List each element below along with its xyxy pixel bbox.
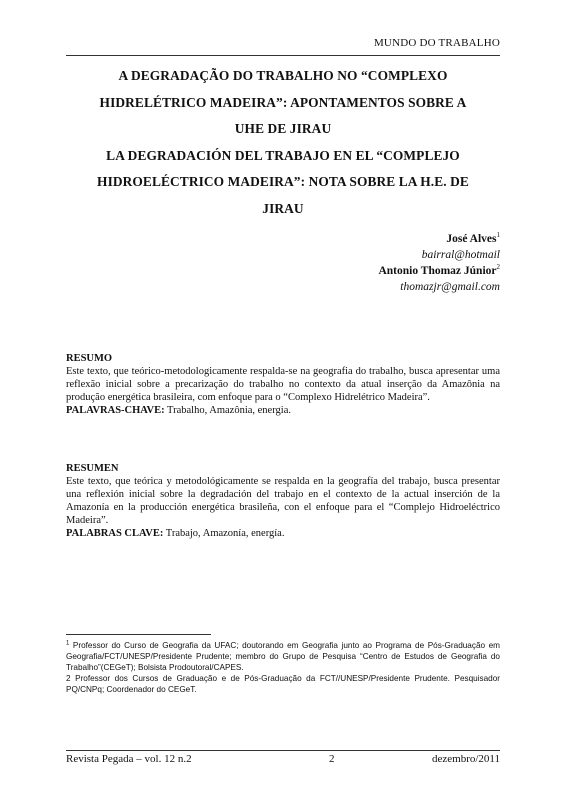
footnote-text: Professor do Curso de Geografia da UFAC; doutorando em Geografia junto ao Programa de Pós-Graduação em Geografia/FCT/UNESP/Presidente Prudente; membro do Grupo de Pesquisa “Centro de Estudos de Geografia do Trabalho”(CEGeT); Bolsista Prodoutoral/CAPES. [66,641,500,672]
title-line: UHE DE JIRAU [234,121,332,136]
running-head: MUNDO DO TRABALHO [373,37,500,49]
footnote-1 [66,640,500,673]
author-2 [378,263,500,279]
author-email: bairral@hotmail [421,249,500,261]
keywords-value: Trabalho, Amazônia, energia. [167,405,291,416]
author-email: thomazjr@gmail.com [400,281,500,293]
footnotes [66,640,500,695]
header-rule [66,55,500,56]
resumo-heading: RESUMO [66,353,113,364]
resumen-text: Este texto, que teórica y metodológicamente se respalda en la geografía del trabajo, busca presentar una reflexión inicial sobre la degradación del trabajo en el contexto de la actual inserción de la Amazonía en la producción energética brasileña, con el enfoque para el “Complejo Hidroeléctrico Madeira”. [66,476,500,526]
title-line: LA DEGRADACIÓN DEL TRABAJO EN EL “COMPLEJO [106,147,460,163]
keywords-label: PALABRAS CLAVE: [66,528,164,539]
title-line: A DEGRADAÇÃO DO TRABALHO NO “COMPLEXO [118,68,448,83]
keywords-label: PALAVRAS-CHAVE: [66,405,165,416]
author-block [378,231,500,295]
footer-rule [66,750,500,751]
footnote-text: Professor dos Cursos de Graduação e de Pós-Graduação da FCT//UNESP/Presidente Prudente. Pesquisador PQ/CNPq; Coordenador do CEGeT. [66,674,500,694]
footer-date: dezembro/2011 [431,753,500,765]
resumen-heading: RESUMEN [66,463,119,474]
footnote-rule [66,634,211,635]
footer-page-number: 2 [329,753,335,765]
footnote-number: 1 [66,640,70,647]
author-1 [378,231,500,247]
author-name: Antonio Thomaz Júnior [378,265,497,277]
resumo-text: Este texto, que teórico-metodologicamente respalda-se na geografia do trabalho, busca apresentar uma reflexão inicial sobre a precarização do trabalho no contexto da atual inserção da Amazônia na produção energética brasileira, com enfoque para o “Complexo Hidrelétrico Madeira”. [66,366,500,403]
footnote-2 [66,673,500,695]
footnote-number: 2 [66,674,71,683]
resumen-section [66,462,500,540]
footer-journal: Revista Pegada – vol. 12 n.2 [66,753,192,765]
resumo-keywords [66,404,500,417]
keywords-value: Trabajo, Amazonía, energía. [165,528,285,539]
resumen-keywords [66,527,500,540]
resumo-section [66,352,500,417]
article-title [60,63,506,222]
author-name: José Alves [446,233,497,245]
title-line: HIDROELÉCTRICO MADEIRA”: NOTA SOBRE LA H.E. DE [97,174,469,189]
author-note-ref: 1 [496,231,500,240]
page-footer [66,753,500,765]
title-line: JIRAU [262,200,304,216]
title-line: HIDRELÉTRICO MADEIRA”: APONTAMENTOS SOBRE A [99,94,467,110]
author-note-ref: 2 [496,263,500,272]
